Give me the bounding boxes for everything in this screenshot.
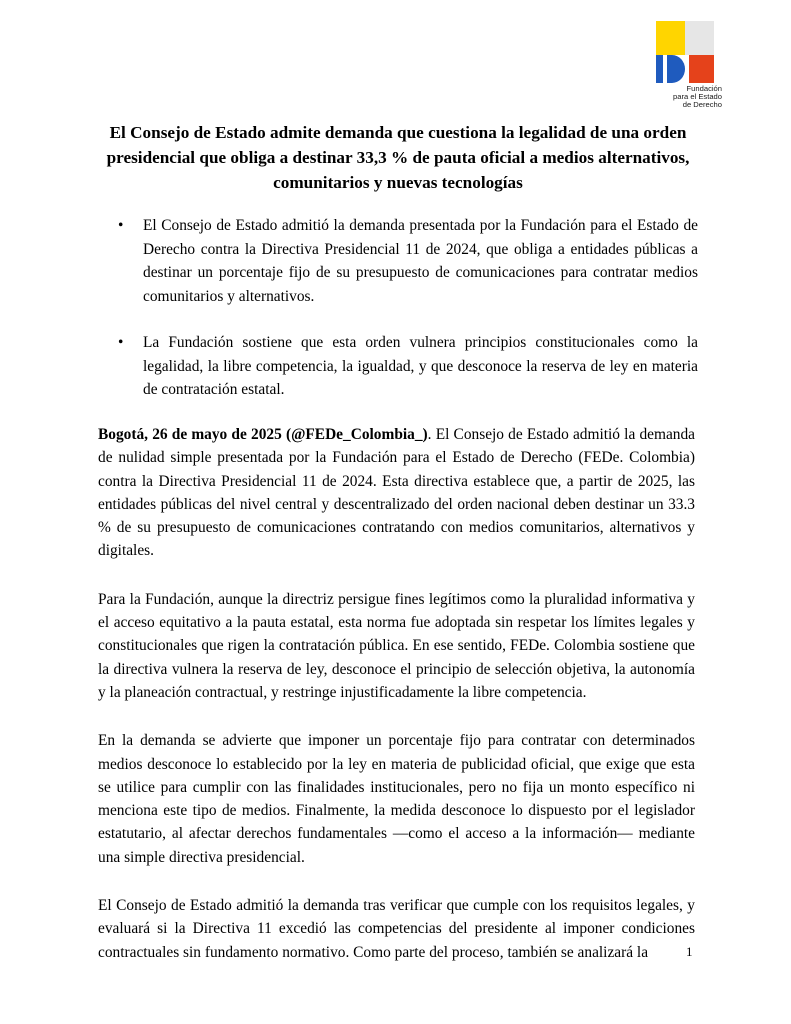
summary-bullet: • La Fundación sostiene que esta orden vulnera principios constitucionales como la legalidad, la libre competencia, la igualdad, y que desconoce la reserva de ley en materia de contratación estatal. — [118, 331, 698, 402]
paragraph-text: . El Consejo de Estado admitió la demanda de nulidad simple presentada por la Fundación para el Estado de Derecho (FEDe. Colombia) contra la Directiva Presidencial 11 de 2024. Esta directiva establece que, a partir de 2025, las entidades públicas del nivel central y descentralizado del orden nacional deben destinar un 33.3 % de su presupuesto de comunicaciones contratando con medios comunitarios, alternativos y digitales. — [98, 426, 696, 560]
logo-blue-bar — [656, 55, 663, 83]
logo-yellow-block — [656, 21, 685, 55]
body-paragraph: Para la Fundación, aunque la directriz persigue fines legítimos como la pluralidad informativa y el acceso equitativo a la pauta estatal, esta norma fue adoptada sin respetar los límites legales y constitucionales que rigen la contratación pública. En ese sentido, FEDe. Colombia sostiene que la directiva vulnera la reserva de ley, desconoce el principio de selección objetiva, la autonomía y la planeación contractual, y restringe injustificadamente la libre competencia. — [98, 590, 695, 701]
summary-bullet: • El Consejo de Estado admitió la demanda presentada por la Fundación para el Estado de Derecho contra la Directiva Presidencial 11 de 2024, que obliga a entidades públicas a destinar un porcentaje fijo de su presupuesto de comunicaciones para contratar medios comunitarios y alternativos. — [118, 214, 698, 308]
body-paragraph — [98, 423, 695, 563]
fundacion-logo-mark — [656, 21, 714, 83]
logo-text-line: para el Estado — [673, 91, 722, 101]
document-title: El Consejo de Estado admite demanda que cuestiona la legalidad de una orden presidencial que obliga a destinar 33,3 % de pauta oficial a medios alternativos, comunitarios y nuevas tecnologías — [106, 123, 690, 192]
body-paragraph: En la demanda se advierte que imponer un porcentaje fijo para contratar con determinados medios desconoce lo establecido por la ley en materia de publicidad oficial, que exige que esta se utilice para cumplir con las finalidades institucionales, pero no fija un monto específico ni menciona este tipo de medios. Finalmente, la medida desconoce lo dispuesto por el legislador estatutario, al afectar derechos fundamentales —como el acceso a la información— mediante una simple directiva presidencial. — [98, 732, 695, 866]
logo-text-line: de Derecho — [682, 99, 722, 109]
summary-bullet-list — [118, 214, 698, 425]
logo-text — [662, 85, 722, 108]
dateline: Bogotá, 26 de mayo de 2025 (@FEDe_Colombia_) — [98, 426, 428, 443]
body-paragraph: El Consejo de Estado admitió la demanda tras verificar que cumple con los requisitos legales, y evaluará si la Directiva 11 excedió las competencias del presidente al imponer condiciones contractuales sin fundamento normativo. Como parte del proceso, también se analizará la — [98, 897, 695, 961]
article-body — [98, 423, 695, 989]
logo-gray-block — [685, 21, 714, 55]
page-number: 1 — [686, 944, 693, 959]
logo-red-block — [689, 55, 714, 83]
logo-blue-d — [667, 55, 685, 83]
logo-text-line: Fundación — [686, 84, 722, 93]
